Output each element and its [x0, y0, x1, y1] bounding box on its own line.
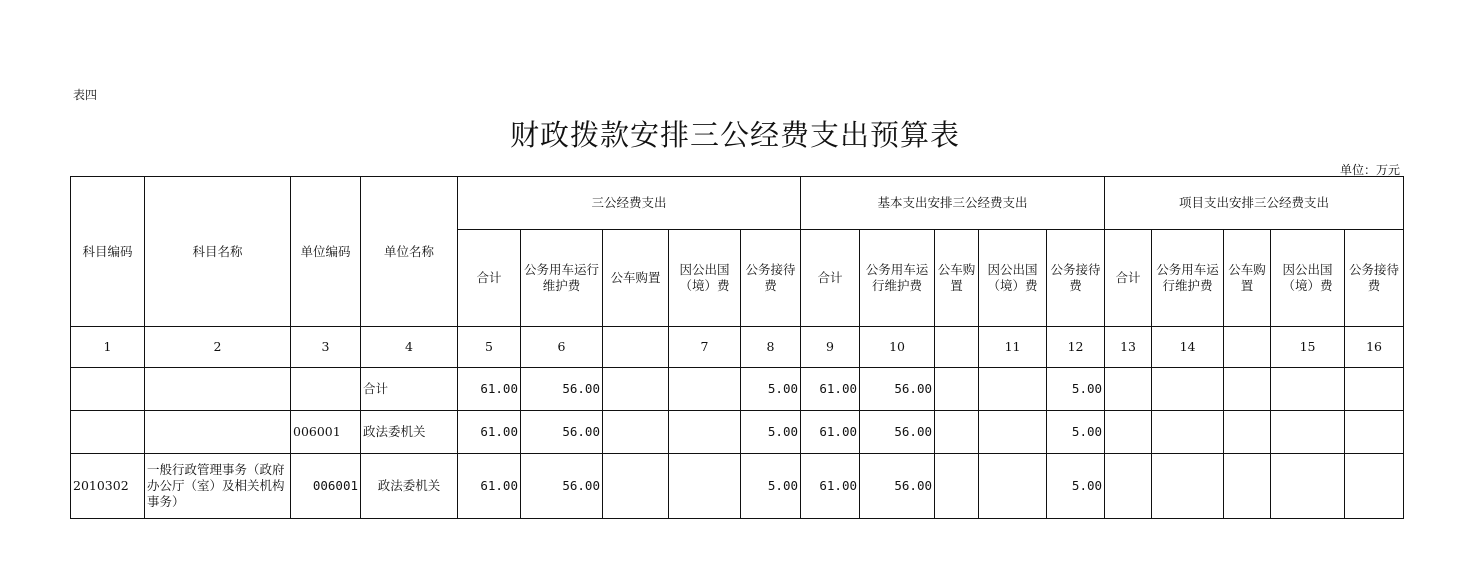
- column-index: 4: [361, 327, 458, 368]
- project-car-buy-cell: [1224, 454, 1271, 519]
- project-abroad-cell: [1271, 368, 1345, 411]
- column-index: [935, 327, 979, 368]
- header-row-groups: [71, 177, 1404, 230]
- subject-name-cell: 一般行政管理事务（政府办公厅（室）及相关机构事务）: [145, 454, 291, 519]
- column-index: [1224, 327, 1271, 368]
- reception-cell: 5.00: [741, 454, 801, 519]
- project-car-ops-cell: [1152, 411, 1224, 454]
- car-buy-cell: [603, 368, 669, 411]
- header-reception: 公务接待费: [1345, 230, 1404, 327]
- project-car-buy-cell: [1224, 368, 1271, 411]
- header-group-basic: 基本支出安排三公经费支出: [801, 177, 1105, 230]
- subject-name-cell: [145, 411, 291, 454]
- total-cell: 61.00: [458, 368, 521, 411]
- car-ops-cell: 56.00: [521, 454, 603, 519]
- table-row: [71, 454, 1404, 519]
- column-index: 3: [291, 327, 361, 368]
- column-index: 15: [1271, 327, 1345, 368]
- column-index: 14: [1152, 327, 1224, 368]
- column-index: 6: [521, 327, 603, 368]
- car-buy-cell: [603, 411, 669, 454]
- header-car-buy: 公车购置: [1224, 230, 1271, 327]
- subject-name-cell: [145, 368, 291, 411]
- page-title: 财政拨款安排三公经费支出预算表: [509, 118, 960, 152]
- column-index: 2: [145, 327, 291, 368]
- column-index: 9: [801, 327, 860, 368]
- header-unit-code: 单位编码: [291, 177, 361, 327]
- basic-reception-cell: 5.00: [1047, 368, 1105, 411]
- project-car-ops-cell: [1152, 368, 1224, 411]
- header-car-ops: 公务用车运行维护费: [521, 230, 603, 327]
- project-car-buy-cell: [1224, 411, 1271, 454]
- header-abroad: 因公出国（境）费: [979, 230, 1047, 327]
- column-index: 7: [669, 327, 741, 368]
- header-car-ops: 公务用车运行维护费: [860, 230, 935, 327]
- unit-name-cell: 政法委机关: [361, 411, 458, 454]
- header-group-project: 项目支出安排三公经费支出: [1105, 177, 1404, 230]
- abroad-cell: [669, 368, 741, 411]
- subject-code-cell: [71, 368, 145, 411]
- basic-car-buy-cell: [935, 454, 979, 519]
- project-reception-cell: [1345, 411, 1404, 454]
- basic-car-buy-cell: [935, 368, 979, 411]
- abroad-cell: [669, 411, 741, 454]
- header-reception: 公务接待费: [1047, 230, 1105, 327]
- column-index: 13: [1105, 327, 1152, 368]
- basic-car-buy-cell: [935, 411, 979, 454]
- subject-code-cell: [71, 411, 145, 454]
- basic-total-cell: 61.00: [801, 411, 860, 454]
- header-total: 合计: [1105, 230, 1152, 327]
- basic-reception-cell: 5.00: [1047, 454, 1105, 519]
- header-subject-name: 科目名称: [145, 177, 291, 327]
- project-car-ops-cell: [1152, 454, 1224, 519]
- column-index: 10: [860, 327, 935, 368]
- reception-cell: 5.00: [741, 368, 801, 411]
- abroad-cell: [669, 454, 741, 519]
- unit-note: 单位：万元: [1339, 163, 1400, 177]
- basic-car-ops-cell: 56.00: [860, 454, 935, 519]
- table-row: [71, 411, 1404, 454]
- basic-total-cell: 61.00: [801, 454, 860, 519]
- header-abroad: 因公出国（境）费: [669, 230, 741, 327]
- basic-total-cell: 61.00: [801, 368, 860, 411]
- header-total: 合计: [458, 230, 521, 327]
- unit-name-cell: 政法委机关: [361, 454, 458, 519]
- column-index: 8: [741, 327, 801, 368]
- car-ops-cell: 56.00: [521, 411, 603, 454]
- header-subject-code: 科目编码: [71, 177, 145, 327]
- project-total-cell: [1105, 454, 1152, 519]
- unit-name-cell: 合计: [361, 368, 458, 411]
- project-total-cell: [1105, 368, 1152, 411]
- column-index: [603, 327, 669, 368]
- project-reception-cell: [1345, 368, 1404, 411]
- basic-car-ops-cell: 56.00: [860, 368, 935, 411]
- project-abroad-cell: [1271, 411, 1345, 454]
- project-abroad-cell: [1271, 454, 1345, 519]
- header-total: 合计: [801, 230, 860, 327]
- header-car-buy: 公车购置: [603, 230, 669, 327]
- car-ops-cell: 56.00: [521, 368, 603, 411]
- sheet-label: 表四: [73, 88, 98, 102]
- basic-car-ops-cell: 56.00: [860, 411, 935, 454]
- unit-code-cell: [291, 368, 361, 411]
- project-reception-cell: [1345, 454, 1404, 519]
- unit-code-cell: 006001: [291, 454, 361, 519]
- basic-reception-cell: 5.00: [1047, 411, 1105, 454]
- total-cell: 61.00: [458, 411, 521, 454]
- subject-code-cell: 2010302: [71, 454, 145, 519]
- car-buy-cell: [603, 454, 669, 519]
- basic-abroad-cell: [979, 368, 1047, 411]
- project-total-cell: [1105, 411, 1152, 454]
- header-car-buy: 公车购置: [935, 230, 979, 327]
- unit-code-cell: 006001: [291, 411, 361, 454]
- budget-table: [70, 176, 1404, 519]
- column-index: 5: [458, 327, 521, 368]
- column-index-row: [71, 327, 1404, 368]
- total-cell: 61.00: [458, 454, 521, 519]
- column-index: 16: [1345, 327, 1404, 368]
- header-reception: 公务接待费: [741, 230, 801, 327]
- basic-abroad-cell: [979, 411, 1047, 454]
- column-index: 1: [71, 327, 145, 368]
- header-unit-name: 单位名称: [361, 177, 458, 327]
- basic-abroad-cell: [979, 454, 1047, 519]
- reception-cell: 5.00: [741, 411, 801, 454]
- column-index: 12: [1047, 327, 1105, 368]
- table-row: [71, 368, 1404, 411]
- header-abroad: 因公出国（境）费: [1271, 230, 1345, 327]
- header-car-ops: 公务用车运行维护费: [1152, 230, 1224, 327]
- header-group-total: 三公经费支出: [458, 177, 801, 230]
- column-index: 11: [979, 327, 1047, 368]
